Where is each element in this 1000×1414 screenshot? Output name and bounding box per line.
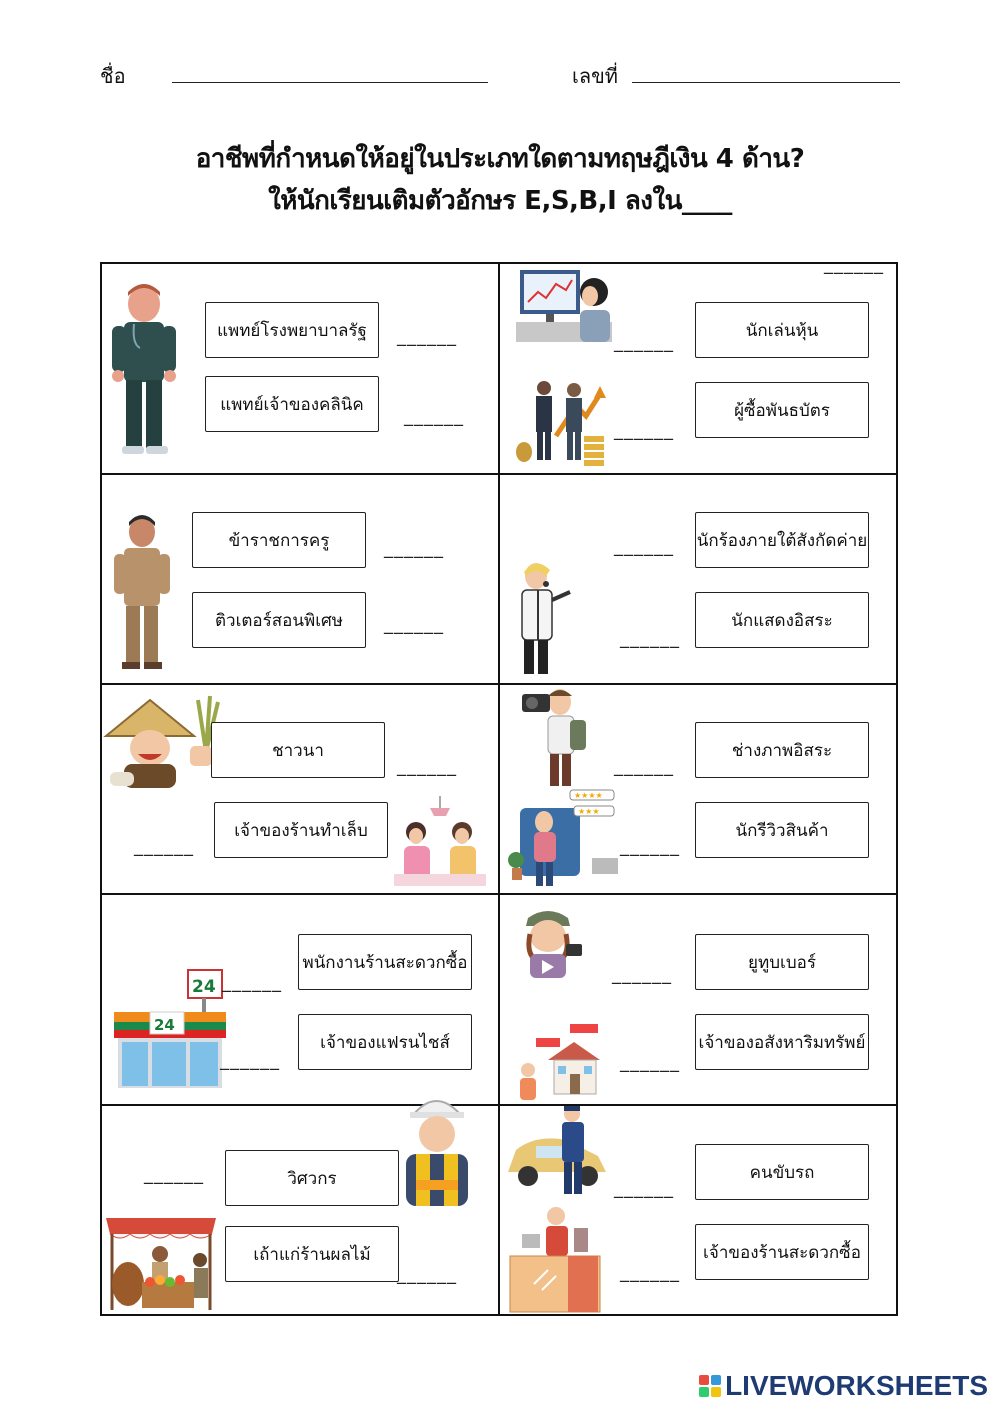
answer-blank-4[interactable]: ______	[614, 420, 674, 441]
job-box-convenience-store-staff: พนักงานร้านสะดวกซื้อ	[298, 934, 472, 990]
job-box-real-estate-owner: เจ้าของอสังหาริมทรัพย์	[695, 1014, 869, 1070]
liveworksheets-logo-icon	[699, 1375, 721, 1397]
grid-divider-row2	[100, 683, 898, 685]
liveworksheets-logo	[699, 1370, 988, 1402]
title-line-1: อาชีพที่กำหนดให้อยู่ในประเภทใดตามทฤษฎีเงิน 4 ด้าน?	[195, 144, 805, 174]
answer-blank-19[interactable]: ______	[614, 1178, 674, 1199]
answer-blank-3[interactable]: ______	[614, 332, 674, 353]
job-box-tutor: ติวเตอร์สอนพิเศษ	[192, 592, 366, 648]
job-box-bond-buyer: ผู้ซื้อพันธบัตร	[695, 382, 869, 438]
job-box-product-reviewer: นักรีวิวสินค้า	[695, 802, 869, 858]
teacher-illustration	[110, 514, 174, 672]
answer-blank-13[interactable]: ______	[222, 972, 282, 993]
job-box-freelance-photographer: ช่างภาพอิสระ	[695, 722, 869, 778]
product-reviewer-illustration	[508, 788, 620, 890]
job-box-stock-trader: นักเล่นหุ้น	[695, 302, 869, 358]
job-box-franchise-owner: เจ้าของแฟรนไชส์	[298, 1014, 472, 1070]
fruit-shop-illustration	[102, 1214, 220, 1312]
answer-blank-14[interactable]: ______	[220, 1050, 280, 1071]
convenience-store-illustration	[112, 968, 226, 1090]
job-box-convenience-store-owner: เจ้าของร้านสะดวกซื้อ	[695, 1224, 869, 1280]
answer-blank-11[interactable]: ______	[614, 756, 674, 777]
job-box-engineer: วิศวกร	[225, 1150, 399, 1206]
job-box-gov-hospital-doctor: แพทย์โรงพยาบาลรัฐ	[205, 302, 379, 358]
answer-blank-2[interactable]: ______	[404, 406, 464, 427]
number-label: เลขที่	[572, 64, 618, 88]
store-owner-illustration	[508, 1204, 602, 1314]
store-sign-text-2: 24	[154, 1016, 175, 1034]
real-estate-owner-illustration	[512, 1020, 618, 1106]
job-box-rice-farmer: ชาวนา	[211, 722, 385, 778]
grid-divider-row4	[100, 1104, 898, 1106]
job-box-freelance-actor: นักแสดงอิสระ	[695, 592, 869, 648]
job-box-youtuber: ยูทูบเบอร์	[695, 934, 869, 990]
answer-blank-12[interactable]: ______	[620, 836, 680, 857]
job-box-label-singer: นักร้องภายใต้สังกัดค่าย	[695, 512, 869, 568]
singer-illustration	[512, 560, 582, 678]
store-sign-text: 24	[192, 977, 216, 997]
svg-text:★★★★: ★★★★	[574, 791, 603, 800]
svg-text:★★★: ★★★	[578, 807, 600, 816]
name-label: ชื่อ	[100, 64, 126, 88]
logo-text: LIVEWORKSHEETS	[725, 1370, 988, 1401]
driver-illustration	[506, 1104, 614, 1198]
number-line[interactable]	[632, 82, 900, 83]
job-box-fruit-shop-owner: เถ้าแก่ร้านผลไม้	[225, 1226, 399, 1282]
job-box-driver: คนขับรถ	[695, 1144, 869, 1200]
bond-buyer-illustration	[516, 376, 608, 466]
job-box-nail-salon-owner: เจ้าของร้านทำเล็บ	[214, 802, 388, 858]
answer-blank-17[interactable]: ______	[144, 1164, 204, 1185]
title-line-2: ให้นักเรียนเติมตัวอักษร E,S,B,I ลงใน____	[268, 186, 732, 216]
answer-blank-20[interactable]: ______	[620, 1262, 680, 1283]
name-line[interactable]	[172, 82, 488, 83]
answer-blank-9[interactable]: ______	[397, 756, 457, 777]
job-box-gov-teacher: ข้าราชการครู	[192, 512, 366, 568]
job-box-clinic-owner-doctor: แพทย์เจ้าของคลินิค	[205, 376, 379, 432]
answer-blank-top-right[interactable]: ______	[824, 254, 884, 275]
farmer-illustration	[102, 692, 226, 788]
answer-blank-10[interactable]: ______	[134, 836, 194, 857]
stock-trader-illustration	[516, 270, 612, 346]
nail-salon-illustration	[390, 796, 490, 888]
answer-blank-5[interactable]: ______	[384, 538, 444, 559]
grid-divider-row1	[100, 473, 898, 475]
answer-blank-18[interactable]: ______	[397, 1264, 457, 1285]
photographer-illustration	[520, 686, 590, 788]
grid-divider-vertical	[498, 262, 500, 1316]
youtuber-illustration	[516, 904, 586, 980]
doctor-illustration	[104, 282, 184, 460]
answer-blank-16[interactable]: ______	[620, 1052, 680, 1073]
answer-blank-1[interactable]: ______	[397, 326, 457, 347]
answer-blank-15[interactable]: ______	[612, 964, 672, 985]
answer-blank-7[interactable]: ______	[614, 536, 674, 557]
answer-blank-8[interactable]: ______	[620, 628, 680, 649]
engineer-illustration	[398, 1086, 476, 1210]
answer-blank-6[interactable]: ______	[384, 614, 444, 635]
grid-divider-row3	[100, 893, 898, 895]
